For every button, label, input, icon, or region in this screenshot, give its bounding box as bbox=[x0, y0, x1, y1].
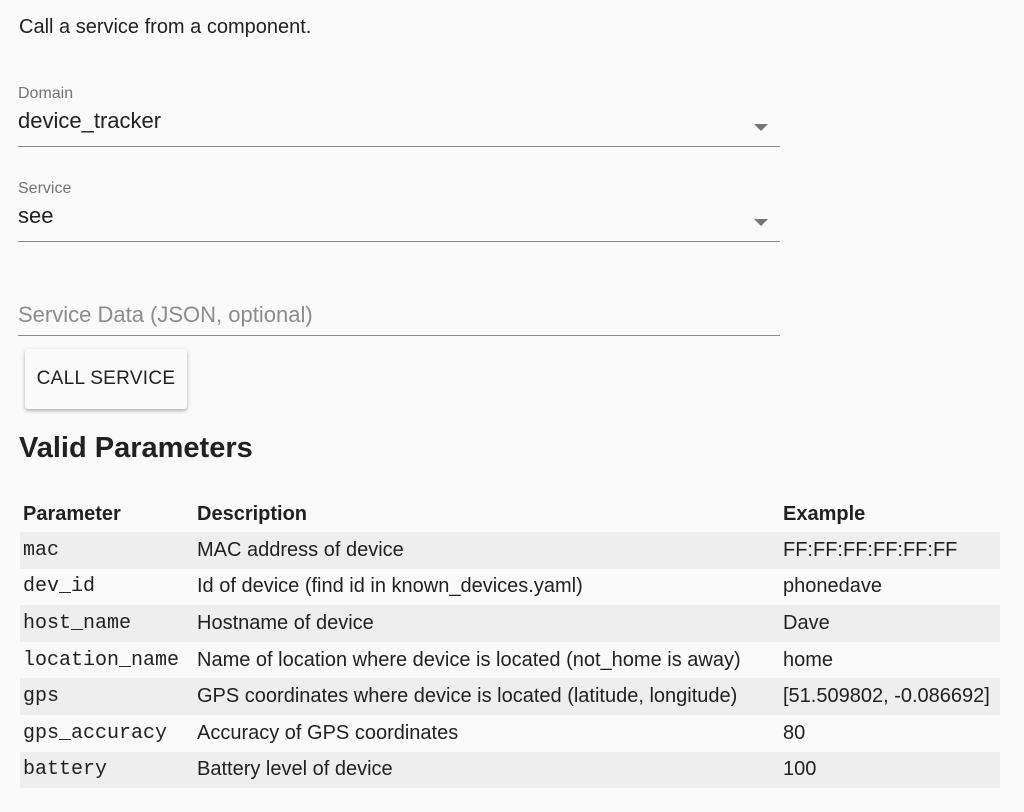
column-header-description: Description bbox=[197, 502, 308, 525]
service-data-underline bbox=[18, 335, 780, 336]
description-cell: GPS coordinates where device is located (latitude, longitude) bbox=[194, 678, 780, 715]
table-row bbox=[20, 532, 1000, 569]
description-cell: MAC address of device bbox=[194, 532, 780, 569]
description-cell: Id of device (find id in known_devices.yaml) bbox=[197, 575, 583, 598]
example-cell: 80 bbox=[783, 721, 806, 744]
table-row bbox=[20, 605, 1000, 642]
parameter-cell: gps bbox=[20, 678, 194, 715]
parameter-cell: mac bbox=[20, 532, 194, 569]
description-cell: Name of location where device is located (not_home is away) bbox=[197, 648, 741, 671]
service-dropdown[interactable] bbox=[18, 179, 780, 243]
parameters-table bbox=[20, 496, 1000, 788]
example-cell: [51.509802, -0.086692] bbox=[780, 678, 1000, 715]
domain-underline bbox=[18, 146, 780, 147]
chevron-down-icon bbox=[754, 124, 768, 131]
service-data-input[interactable] bbox=[18, 300, 780, 338]
example-cell: FF:FF:FF:FF:FF:FF bbox=[780, 532, 1000, 569]
parameter-cell: gps_accuracy bbox=[23, 721, 168, 745]
table-header-row bbox=[20, 496, 1000, 532]
parameter-cell: dev_id bbox=[23, 575, 96, 599]
table-row bbox=[20, 642, 1000, 679]
description-cell: Hostname of device bbox=[194, 605, 780, 642]
parameter-cell: battery bbox=[20, 752, 194, 789]
example-cell: home bbox=[783, 648, 834, 671]
parameter-cell: host_name bbox=[20, 605, 194, 642]
valid-parameters-heading: Valid Parameters bbox=[19, 432, 253, 464]
parameter-cell: location_name bbox=[23, 648, 180, 672]
table-row bbox=[20, 752, 1000, 789]
description-cell: Accuracy of GPS coordinates bbox=[197, 721, 459, 744]
table-row bbox=[20, 569, 1000, 606]
example-cell: 100 bbox=[780, 752, 1000, 789]
domain-value: device_tracker bbox=[18, 108, 162, 133]
table-row bbox=[20, 678, 1000, 715]
description-cell: Battery level of device bbox=[194, 752, 780, 789]
service-label: Service bbox=[18, 180, 72, 197]
domain-label: Domain bbox=[18, 85, 74, 102]
call-service-button[interactable]: CALL SERVICE bbox=[25, 349, 187, 409]
example-cell: phonedave bbox=[783, 575, 882, 598]
domain-dropdown[interactable] bbox=[18, 84, 780, 148]
service-underline bbox=[18, 241, 780, 242]
table-row bbox=[20, 715, 1000, 752]
intro-text: Call a service from a component. bbox=[19, 16, 312, 38]
example-cell: Dave bbox=[780, 605, 1000, 642]
column-header-parameter: Parameter bbox=[23, 502, 121, 525]
chevron-down-icon bbox=[754, 219, 768, 226]
column-header-example: Example bbox=[783, 502, 866, 525]
service-value: see bbox=[18, 203, 54, 228]
service-data-placeholder: Service Data (JSON, optional) bbox=[18, 302, 313, 327]
